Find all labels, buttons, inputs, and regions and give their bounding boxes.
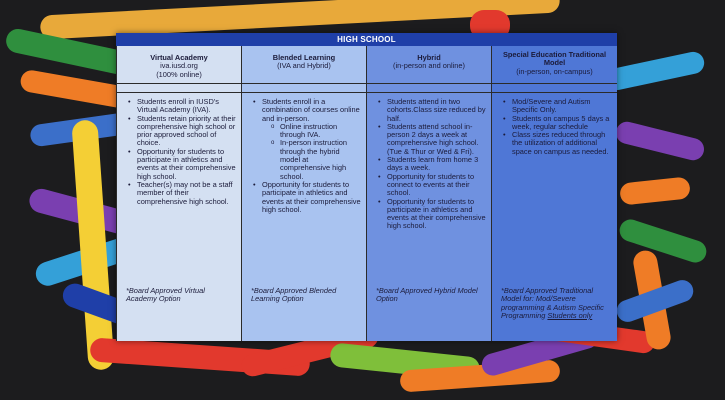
list-item: • Students attend in two cohorts.Class size reduced by half.: [387, 98, 487, 123]
list-item: [262, 98, 362, 181]
stick-shape: [619, 176, 691, 205]
list-item: • Opportunity for students to participate in athletics and events at their comprehensive high school.: [137, 148, 237, 181]
table-banner: HIGH SCHOOL: [116, 33, 617, 46]
column-header: [117, 46, 241, 84]
column-footer: [501, 287, 613, 320]
header-band: [117, 84, 241, 93]
header-band: [367, 84, 491, 93]
column-title: Hybrid: [417, 53, 441, 62]
column-hybrid: [366, 46, 491, 341]
list-item: • Students retain priority at their comprehensive high school or prior approved school of choice.: [137, 115, 237, 148]
list-item: • Mod/Severe and Autism Specific Only.: [512, 98, 613, 115]
column-title: Special Education Traditional Model: [502, 50, 607, 68]
column-blended-learning: [241, 46, 366, 341]
stick-shape: [19, 69, 131, 110]
list-item: • Students attend school in-person 2 days a week at comprehensive high school. (Tue & Thur or Wed & Fri).: [387, 123, 487, 156]
header-band: [492, 84, 617, 93]
column-footer: *Board Approved Virtual Academy Option: [126, 286, 205, 304]
list-item: • Students enroll in IUSD's Virtual Academy (IVA).: [137, 98, 237, 115]
column-title: Virtual Academy: [150, 53, 208, 62]
column-subtitle: (100% online): [156, 69, 202, 79]
sub-list: [262, 123, 362, 181]
column-subtitle: (in-person and online): [393, 61, 465, 71]
list-item: • Students on campus 5 days a week, regular schedule: [512, 115, 613, 132]
list-item: • Opportunity for students to participate in athletics and events at their comprehensive high school.: [262, 181, 362, 214]
column-virtual-academy: [116, 46, 241, 341]
header-band: [242, 84, 366, 93]
footer-text: *Board Approved Traditional Model for: Mod/Severe programming & Autism Specific Programming: [501, 286, 604, 320]
column-footer: *Board Approved Blended Learning Option: [251, 286, 337, 304]
stick-shape: [617, 217, 709, 266]
stick-shape: [614, 119, 707, 162]
column-header: [242, 46, 366, 84]
footer-underlined-text: Students only: [547, 310, 593, 320]
list-item: • Students learn from home 3 days a week.: [387, 156, 487, 173]
list-item-text: Students enroll in a combination of courses online and in-person.: [262, 97, 360, 123]
list-item: • Opportunity for students to participate in athletics and events at their comprehensive high school.: [387, 198, 487, 231]
column-header: [492, 46, 617, 84]
bullet-list: [117, 98, 241, 206]
column-subtitle: (in-person, on-campus): [516, 66, 593, 76]
bullet-list: [242, 98, 366, 214]
bullet-list: [492, 98, 617, 156]
list-item: • Opportunity for students to connect to events at their school.: [387, 173, 487, 198]
column-header: [367, 46, 491, 84]
sub-list-item: o In-person instruction through the hybrid model at comprehensive high school.: [280, 139, 360, 180]
column-subtitle: (IVA and Hybrid): [277, 61, 331, 71]
sub-list-item: o Online instruction through IVA.: [280, 123, 360, 140]
stick-shape: [604, 50, 706, 92]
column-footer: *Board Approved Hybrid Model Option: [376, 286, 478, 304]
slide-table: [116, 33, 617, 341]
column-special-education: [491, 46, 617, 341]
bullet-list: [367, 98, 491, 231]
column-subtitle: iva.iusd.org: [160, 61, 198, 71]
list-item: • Teacher(s) may not be a staff member of their comprehensive high school.: [137, 181, 237, 206]
list-item: • Class sizes reduced through the utilization of additional space on campus as needed.: [512, 131, 613, 156]
column-title: Blended Learning: [272, 53, 336, 62]
